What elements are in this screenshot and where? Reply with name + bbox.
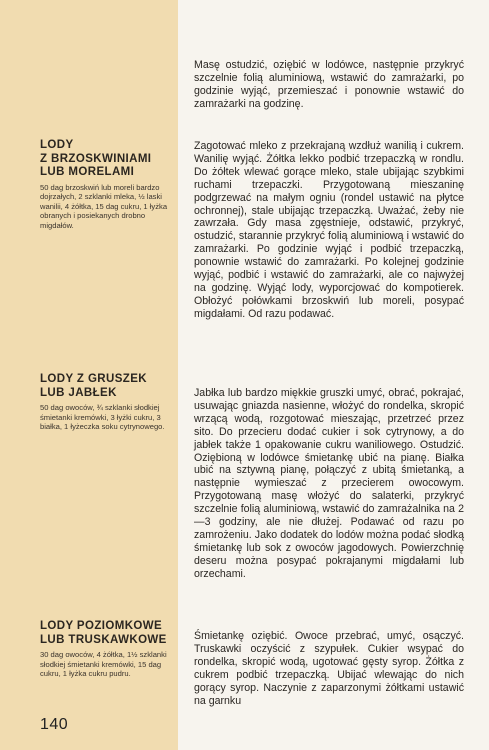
recipe-ingredients: 50 dag owoców, ¾ szklanki słodkiej śmietanki kremówki, 3 łyżki cukru, 3 białka, 1 łyżeczka soku cytrynowego. [40, 403, 165, 432]
recipe-title: LODY Z BRZOSKWINIAMI LUB MORELAMI [40, 139, 152, 178]
page-number: 140 [40, 716, 69, 733]
recipe-title: LODY POZIOMKOWE LUB TRUSKAWKOWE [40, 620, 167, 646]
recipe-peach-ice-cream [40, 139, 172, 230]
paragraph-cooling: Masę ostudzić, oziębić w lodówce, następnie przykryć szczelnie folią aluminiową, wstawić do zamrażarki, po godzinie wyjąć, przemieszać i ponownie wstawić do zamrażarki na godzinę. [194, 59, 464, 110]
recipe-pear-ice-cream [40, 373, 172, 432]
paragraph-pear-method: Jabłka lub bardzo miękkie gruszki umyć, obrać, pokrajać, usuwając gniazda nasienne, włożyć do rondelka, skropić wrzącą wodą, rozgotować mieszając, przetrzeć przez sito. Do przecieru dodać cukier i sok cytrynowy, a do jabłek także 1 opakowanie cukru waniliowego. Ostudzić. Oziębioną w lodówce śmietankę ubić na pianę. Białka ubić na sztywną pianę, połączyć z ubitą śmietanką, a następnie wymieszać z przecierem owocowym. Przygotowaną masę włożyć do salaterki, przykryć szczelnie folią aluminiową, wstawić do zamrażalnika na 2—3 godziny, ale nie dłużej. Podawać od razu po zamrożeniu. Jako dodatek do lodów można podać słodką śmietankę lub sok z owoców jagodowych. Powierzchnię deseru można posypać pokrajanymi migdałami lub orzechami. [194, 387, 464, 580]
paragraph-strawberry-method: Śmietankę oziębić. Owoce przebrać, umyć, osączyć. Truskawki oczyścić z szypułek. Cukier wsypać do rondelka, skropić wodą, ugotować gęsty syrop. Żółtka z cukrem podbić trzepaczką. Ubijać wlewając do nich gorący syrop. Naczynie z zaparzonymi żółtkami ustawić na garnku [194, 630, 464, 707]
recipe-ingredients: 50 dag brzoskwiń lub moreli bardzo dojrzałych, 2 szklanki mleka, ½ laski wanilii, 4 żółtka, 15 dag cukru, 1 łyżka obranych i posiekanych drobno migdałów. [40, 182, 168, 230]
recipe-ingredients: 30 dag owoców, 4 żółtka, 1½ szklanki słodkiej śmietanki kremówki, 15 dag cukru, 1 łyżka cukru pudru. [40, 650, 167, 679]
recipe-strawberry-ice-cream [40, 620, 172, 679]
recipe-title: LODY Z GRUSZEK LUB JABŁEK [40, 373, 147, 399]
paragraph-peach-method: Zagotować mleko z przekrajaną wzdłuż wanilią i cukrem. Wanilię wyjąć. Żółtka lekko podbić trzepaczką w rondlu. Do żółtek wlewać gorące mleko, stale ubijając szybkimi ruchami trzepaczki. Przygotowaną mieszaninę podgrzewać na małym ogniu (rondel ustawić na płytce ochronnej), stale ubijając trzepaczką. Uważać, żeby nie zawrzała. Gdy masa zgęstnieje, odstawić, przykryć, ostudzić, starannie przykryć folią aluminiową i wstawić do zamrażarki. Po godzinie wyjąć i podbić trzepaczką, ponownie wstawić do zamrażarki. Po kolejnej godzinie wyjąć, podbić i wstawić do zamrażarki, ale co najwyżej na godzinę. Wyjąć lody, wyporcjować do kompotierek. Obłożyć połówkami brzoskwiń lub moreli, posypać migdałami. Od razu podawać. [194, 140, 464, 320]
